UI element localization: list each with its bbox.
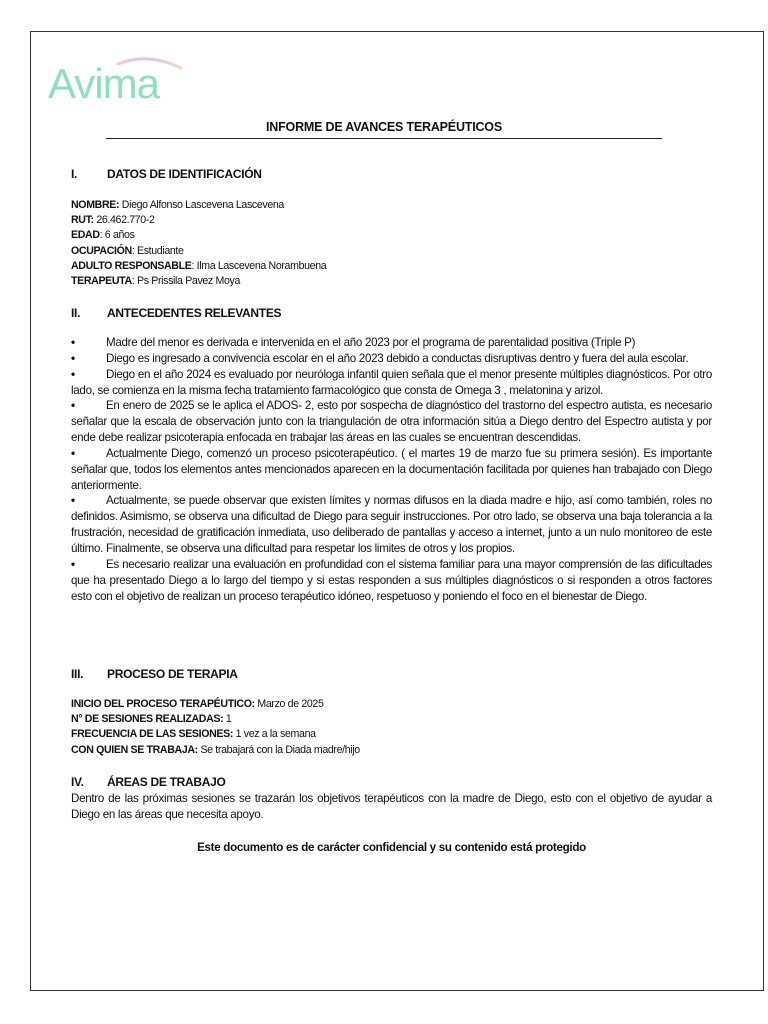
bullet-icon: • [71, 557, 75, 571]
field-row [71, 259, 326, 274]
field-value: Marzo de 2025 [254, 698, 324, 710]
field-row [71, 274, 326, 289]
field-value: : 6 años [99, 229, 135, 242]
field-value: Se trabajará con la Diada madre/hijo [197, 743, 360, 756]
antecedentes-list [71, 335, 712, 604]
field-value: 26.462.770-2 [93, 214, 155, 227]
section-number: I. [71, 167, 78, 181]
avima-logo [48, 54, 188, 104]
field-value: 1 vez a la semana [233, 728, 316, 741]
field-row [71, 743, 360, 758]
list-item [71, 335, 712, 351]
list-item [71, 367, 712, 399]
section-number: IV. [71, 775, 84, 789]
identification-fields [71, 198, 326, 289]
field-value: : Ps Prissila Pavez Moya [131, 275, 240, 288]
section-heading-areas [71, 775, 226, 789]
field-value: 1 [223, 713, 232, 726]
list-item-text: Madre del menor es derivada e intervenida en el año 2023 por el programa de parentalidad positiva (Triple P) [106, 336, 636, 349]
logo-text: Avima [48, 60, 159, 104]
section-title: ÁREAS DE TRABAJO [107, 775, 226, 789]
field-row [71, 727, 360, 742]
bullet-icon: • [71, 351, 75, 365]
list-item-text: Actualmente Diego, comenzó un proceso psicoterapéutico. ( el martes 19 de marzo fue su primera sesión). Es importante señalar que, todos los elementos antes mencionados aparecen en la documentación facilitada por quienes han trabajado con Diego anteriormente. [71, 446, 712, 492]
list-item [71, 398, 712, 446]
field-label: N° DE SESIONES REALIZADAS: [71, 713, 224, 726]
list-item [71, 557, 712, 605]
document-title: INFORME DE AVANCES TERAPÉUTICOS [106, 118, 662, 139]
field-value: : Estudiante [131, 244, 184, 257]
field-row [71, 244, 326, 259]
list-item-text: Es necesario realizar una evaluación en profundidad con el sistema familiar para una mayor comprensión de las dificultades que ha presentado Diego a lo largo del tiempo y si estas responden a sus múltiples diagnósticos o si responden a otros factores esto con el objetivo de realizan un proceso terapéutico idóneo, respetuoso y poniendo el foco en el bienestar de Diego. [71, 557, 712, 603]
section-number: III. [71, 667, 84, 681]
field-label: EDAD [71, 229, 100, 242]
bullet-icon: • [71, 336, 75, 349]
field-label: OCUPACIÓN [71, 244, 132, 257]
section-title: PROCESO DE TERAPIA [107, 667, 238, 681]
section-heading-proceso [71, 667, 238, 681]
field-value: : Ilma Lascevena Norambuena [191, 259, 327, 272]
field-label: RUT: [71, 214, 94, 227]
section-heading-antecedentes [71, 306, 281, 320]
bullet-icon: • [71, 399, 75, 413]
list-item [71, 351, 712, 367]
bullet-icon: • [71, 446, 75, 460]
field-row [71, 697, 360, 712]
field-value: Diego Alfonso Lascevena Lascevena [119, 199, 284, 211]
section-heading-identification [71, 167, 262, 181]
section-title: ANTECEDENTES RELEVANTES [107, 306, 282, 320]
confidential-note: Este documento es de carácter confidencial y su contenido está protegido [197, 841, 586, 854]
field-row [71, 198, 326, 213]
field-label: CON QUIEN SE TRABAJA: [71, 743, 198, 756]
areas-paragraph: Dentro de las próximas sesiones se trazarán los objetivos terapéuticos con la madre de Diego, esto con el objetivo de ayudar a Diego en las áreas que necesita apoyo. [71, 792, 712, 821]
list-item [71, 446, 712, 494]
list-item-text: En enero de 2025 se le aplica el ADOS- 2, esto por sospecha de diagnóstico del trastorno del espectro autista, es necesario señalar que la escala de observación junto con la triangulación de otra información sitúa a Diego dentro del Espectro autista y por ende debe realizar psicoterapia enfocada en trabajar las áreas en las cuales se encuentran descendidas. [71, 399, 712, 445]
field-label: INICIO DEL PROCESO TERAPÉUTICO: [71, 698, 255, 710]
section-title: DATOS DE IDENTIFICACIÓN [107, 167, 262, 181]
field-label: FRECUENCIA DE LAS SESIONES: [71, 728, 234, 741]
list-item [71, 493, 712, 556]
field-label: NOMBRE: [71, 199, 120, 211]
list-item-text: Diego es ingresado a convivencia escolar en el año 2023 debido a conductas disruptivas dentro y fuera del aula escolar. [106, 351, 689, 365]
field-row [71, 213, 326, 228]
bullet-icon: • [71, 367, 75, 381]
list-item-text: Diego en el año 2024 es evaluado por neuróloga infantil quien señala que el menor presente múltiples diagnósticos. Por otro lado, se comienza en la misma fecha tratamiento farmacológico que consta de Omega 3 , melatonina y arizol. [71, 367, 712, 397]
field-row [71, 712, 360, 727]
field-label: ADULTO RESPONSABLE [71, 259, 192, 272]
section-number: II. [71, 306, 81, 320]
therapy-fields [71, 697, 360, 758]
list-item-text: Actualmente, se puede observar que existen límites y normas difusos en la diada madre e hijo, así como también, roles no definidos. Asimismo, se observa una dificultad de Diego para seguir instrucciones. Por otro lado, se observa una baja tolerancia a la frustración, necesidad de gratificación inmediata, uso deliberado de pantallas y acceso a internet, junto a un nulo monitoreo de este último. Finalmente, se observa una dificultad para respetar los limites de otros y los propios. [71, 494, 712, 555]
bullet-icon: • [71, 494, 75, 508]
field-label: TERAPEUTA [71, 275, 132, 288]
field-row [71, 228, 326, 243]
